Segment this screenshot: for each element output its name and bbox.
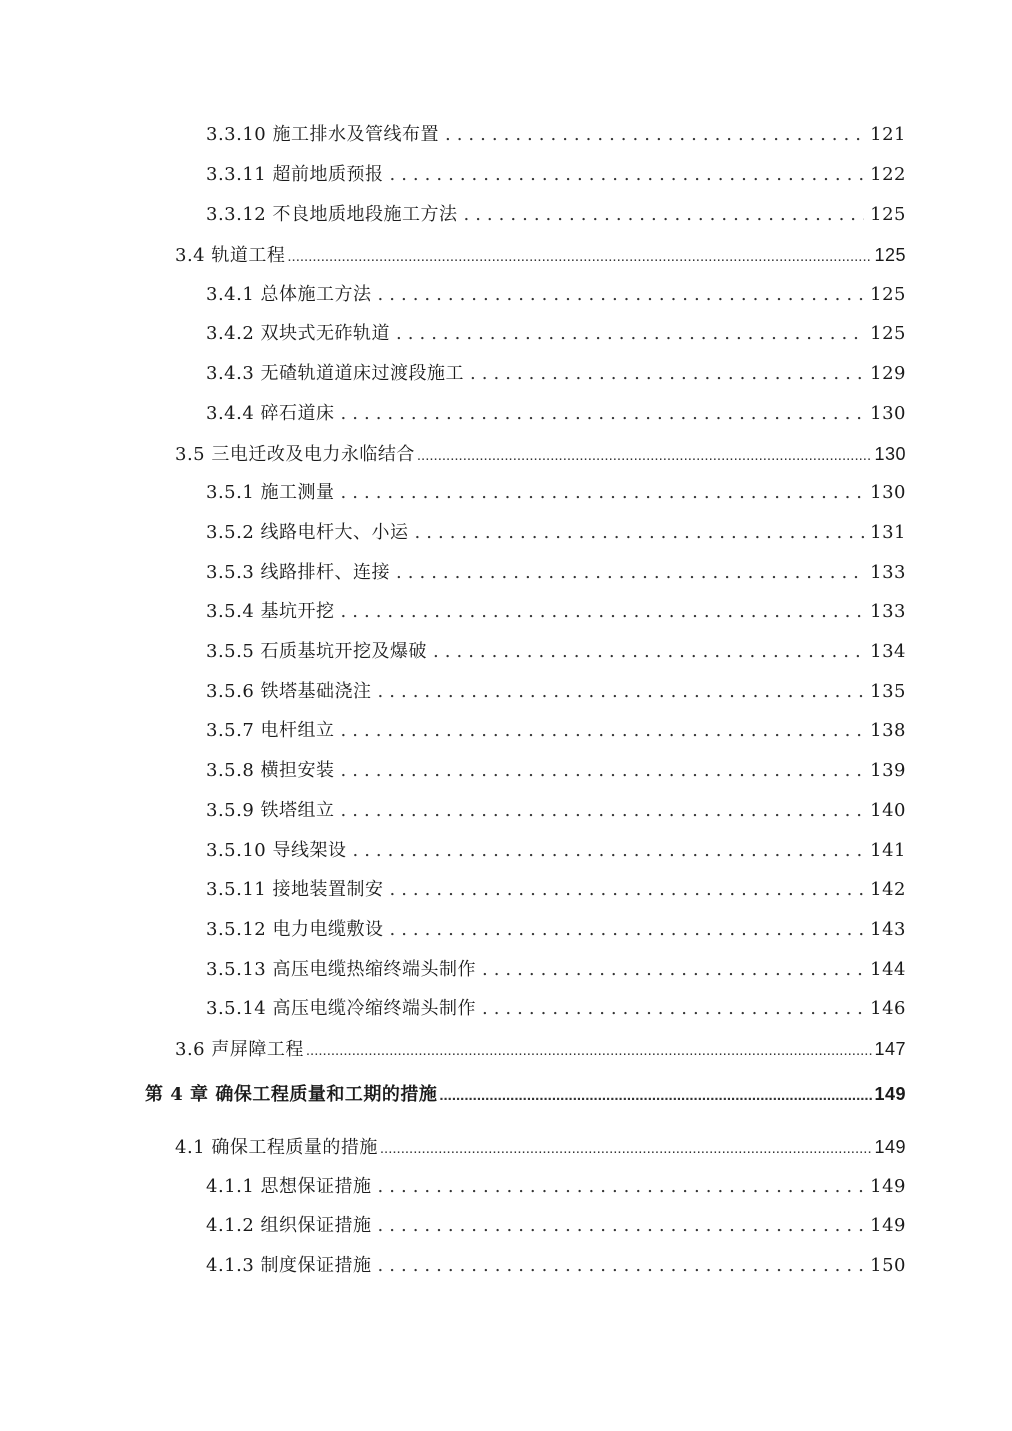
toc-entry-label: 3.5.12 电力电缆敷设 [206,919,384,940]
dot-leader [482,996,864,1022]
toc-entry[interactable] [175,1134,906,1162]
toc-entry-page-number: 125 [870,323,906,344]
toc-entry[interactable] [206,917,906,943]
toc-entry-page-number: 146 [870,998,906,1019]
toc-entry[interactable] [206,679,906,705]
toc-entry-label: 3.5.14 高压电缆冷缩终端头制作 [206,998,476,1019]
toc-entry-page-number: 149 [874,1137,906,1157]
toc-entry-label: 3.5.2 线路电杆大、小运 [206,522,409,543]
toc-entry-page-number: 143 [870,919,906,940]
toc-entry-label: 3.5.13 高压电缆热缩终端头制作 [206,959,476,980]
dot-leader [306,1038,873,1064]
toc-entry-page-number: 144 [870,959,906,980]
toc-entry-label: 3.4.1 总体施工方法 [206,284,372,305]
dot-leader [341,599,865,625]
toc-entry[interactable] [206,1253,906,1279]
dot-leader [378,1174,865,1200]
dot-leader [378,1253,865,1279]
toc-entry-label: 3.5.9 铁塔组立 [206,800,335,821]
dot-leader [396,321,864,347]
dot-leader [378,282,865,308]
toc-entry-page-number: 130 [870,403,906,424]
toc-entry-label: 3.5.8 横担安装 [206,760,335,781]
toc-entry-label: 4.1.1 思想保证措施 [206,1176,372,1197]
toc-entry-page-number: 131 [870,522,906,543]
toc-entry-page-number: 133 [870,601,906,622]
dot-leader [445,122,864,148]
dot-leader [417,443,873,469]
toc-entry-page-number: 140 [870,800,906,821]
dot-leader [396,560,864,586]
toc-entry-label: 3.6 声屏障工程 [175,1039,304,1060]
dot-leader [389,162,864,188]
toc-entry-page-number: 133 [870,562,906,583]
toc-entry-page-number: 121 [870,124,906,145]
toc-entry[interactable] [206,1174,906,1200]
toc-entry[interactable] [206,758,906,784]
toc-entry-label: 3.5 三电迁改及电力永临结合 [175,444,415,465]
toc-entry-label: 3.4.3 无碴轨道道床过渡段施工 [206,363,465,384]
dot-leader [341,480,865,506]
toc-entry[interactable] [175,242,906,270]
toc-entry[interactable] [206,361,906,387]
toc-entry[interactable] [206,1213,906,1239]
toc-entry-label: 3.4.2 双块式无砟轨道 [206,323,391,344]
toc-entry[interactable] [206,639,906,665]
toc-entry-page-number: 122 [870,164,906,185]
toc-entry-label: 4.1.2 组织保证措施 [206,1215,372,1236]
toc-entry-page-number: 125 [870,284,906,305]
toc-entry-label: 3.5.4 基坑开挖 [206,601,335,622]
toc-entry-label: 4.1.3 制度保证措施 [206,1255,372,1276]
toc-entry-page-number: 147 [874,1039,906,1059]
toc-entry-label: 4.1 确保工程质量的措施 [175,1137,378,1158]
toc-entry-page-number: 135 [870,681,906,702]
toc-entry[interactable] [206,877,906,903]
toc-entry[interactable] [206,122,906,148]
toc-entry-page-number: 130 [870,482,906,503]
toc-entry-page-number: 139 [870,760,906,781]
dot-leader [378,1213,865,1239]
toc-entry-label: 3.5.10 导线架设 [206,840,347,861]
toc-entry[interactable] [206,282,906,308]
toc-entry-page-number: 125 [870,204,906,225]
toc-entry-page-number: 149 [870,1176,906,1197]
dot-leader [439,1083,872,1109]
toc-entry-page-number: 130 [874,444,906,464]
toc-entry-label: 3.4.4 碎石道床 [206,403,335,424]
toc-entry[interactable] [206,957,906,983]
toc-entry[interactable] [206,599,906,625]
dot-leader [389,877,864,903]
toc-entry-label: 3.5.5 石质基坑开挖及爆破 [206,641,428,662]
toc-entry-label: 3.5.11 接地装置制安 [206,879,384,900]
dot-leader [482,957,864,983]
toc-entry-page-number: 149 [870,1215,906,1236]
toc-entry-label: 3.4 轨道工程 [175,245,286,266]
toc-entry[interactable] [206,401,906,427]
toc-entry[interactable] [175,1036,906,1064]
dot-leader [389,917,864,943]
dot-leader [341,718,865,744]
dot-leader [380,1136,873,1162]
toc-entry[interactable] [206,798,906,824]
dot-leader [287,244,872,270]
toc-entry[interactable] [206,321,906,347]
toc-entry[interactable] [206,520,906,546]
dot-leader [463,202,864,228]
toc-entry[interactable] [206,480,906,506]
toc-entry-label: 3.3.12 不良地质地段施工方法 [206,204,458,225]
toc-entry-label: 3.5.3 线路排杆、连接 [206,562,391,583]
dot-leader [415,520,865,546]
toc-entry-page-number: 141 [870,840,906,861]
dot-leader [433,639,864,665]
toc-entry-page-number: 129 [870,363,906,384]
toc-chapter-entry[interactable] [145,1081,906,1109]
toc-entry-label: 3.5.6 铁塔基础浇注 [206,681,372,702]
toc-entry[interactable] [175,441,906,469]
dot-leader [470,361,864,387]
toc-entry-label: 第 4 章 确保工程质量和工期的措施 [145,1084,438,1105]
toc-entry[interactable] [206,560,906,586]
dot-leader [341,401,865,427]
toc-entry[interactable] [206,838,906,864]
dot-leader [352,838,864,864]
toc-entry-page-number: 138 [870,720,906,741]
toc-entry[interactable] [206,202,906,228]
toc-entry-label: 3.3.11 超前地质预报 [206,164,384,185]
toc-entry[interactable] [206,162,906,188]
toc-entry-label: 3.5.7 电杆组立 [206,720,335,741]
toc-entry-page-number: 125 [874,245,906,265]
dot-leader [378,679,865,705]
dot-leader [341,758,865,784]
toc-entry[interactable] [206,718,906,744]
toc-entry[interactable] [206,996,906,1022]
toc-entry-label: 3.5.1 施工测量 [206,482,335,503]
dot-leader [341,798,865,824]
toc-entry-page-number: 142 [870,879,906,900]
toc-entry-page-number: 150 [870,1255,906,1276]
toc-entry-page-number: 134 [870,641,906,662]
toc-entry-label: 3.3.10 施工排水及管线布置 [206,124,439,145]
toc-entry-page-number: 149 [874,1084,906,1104]
